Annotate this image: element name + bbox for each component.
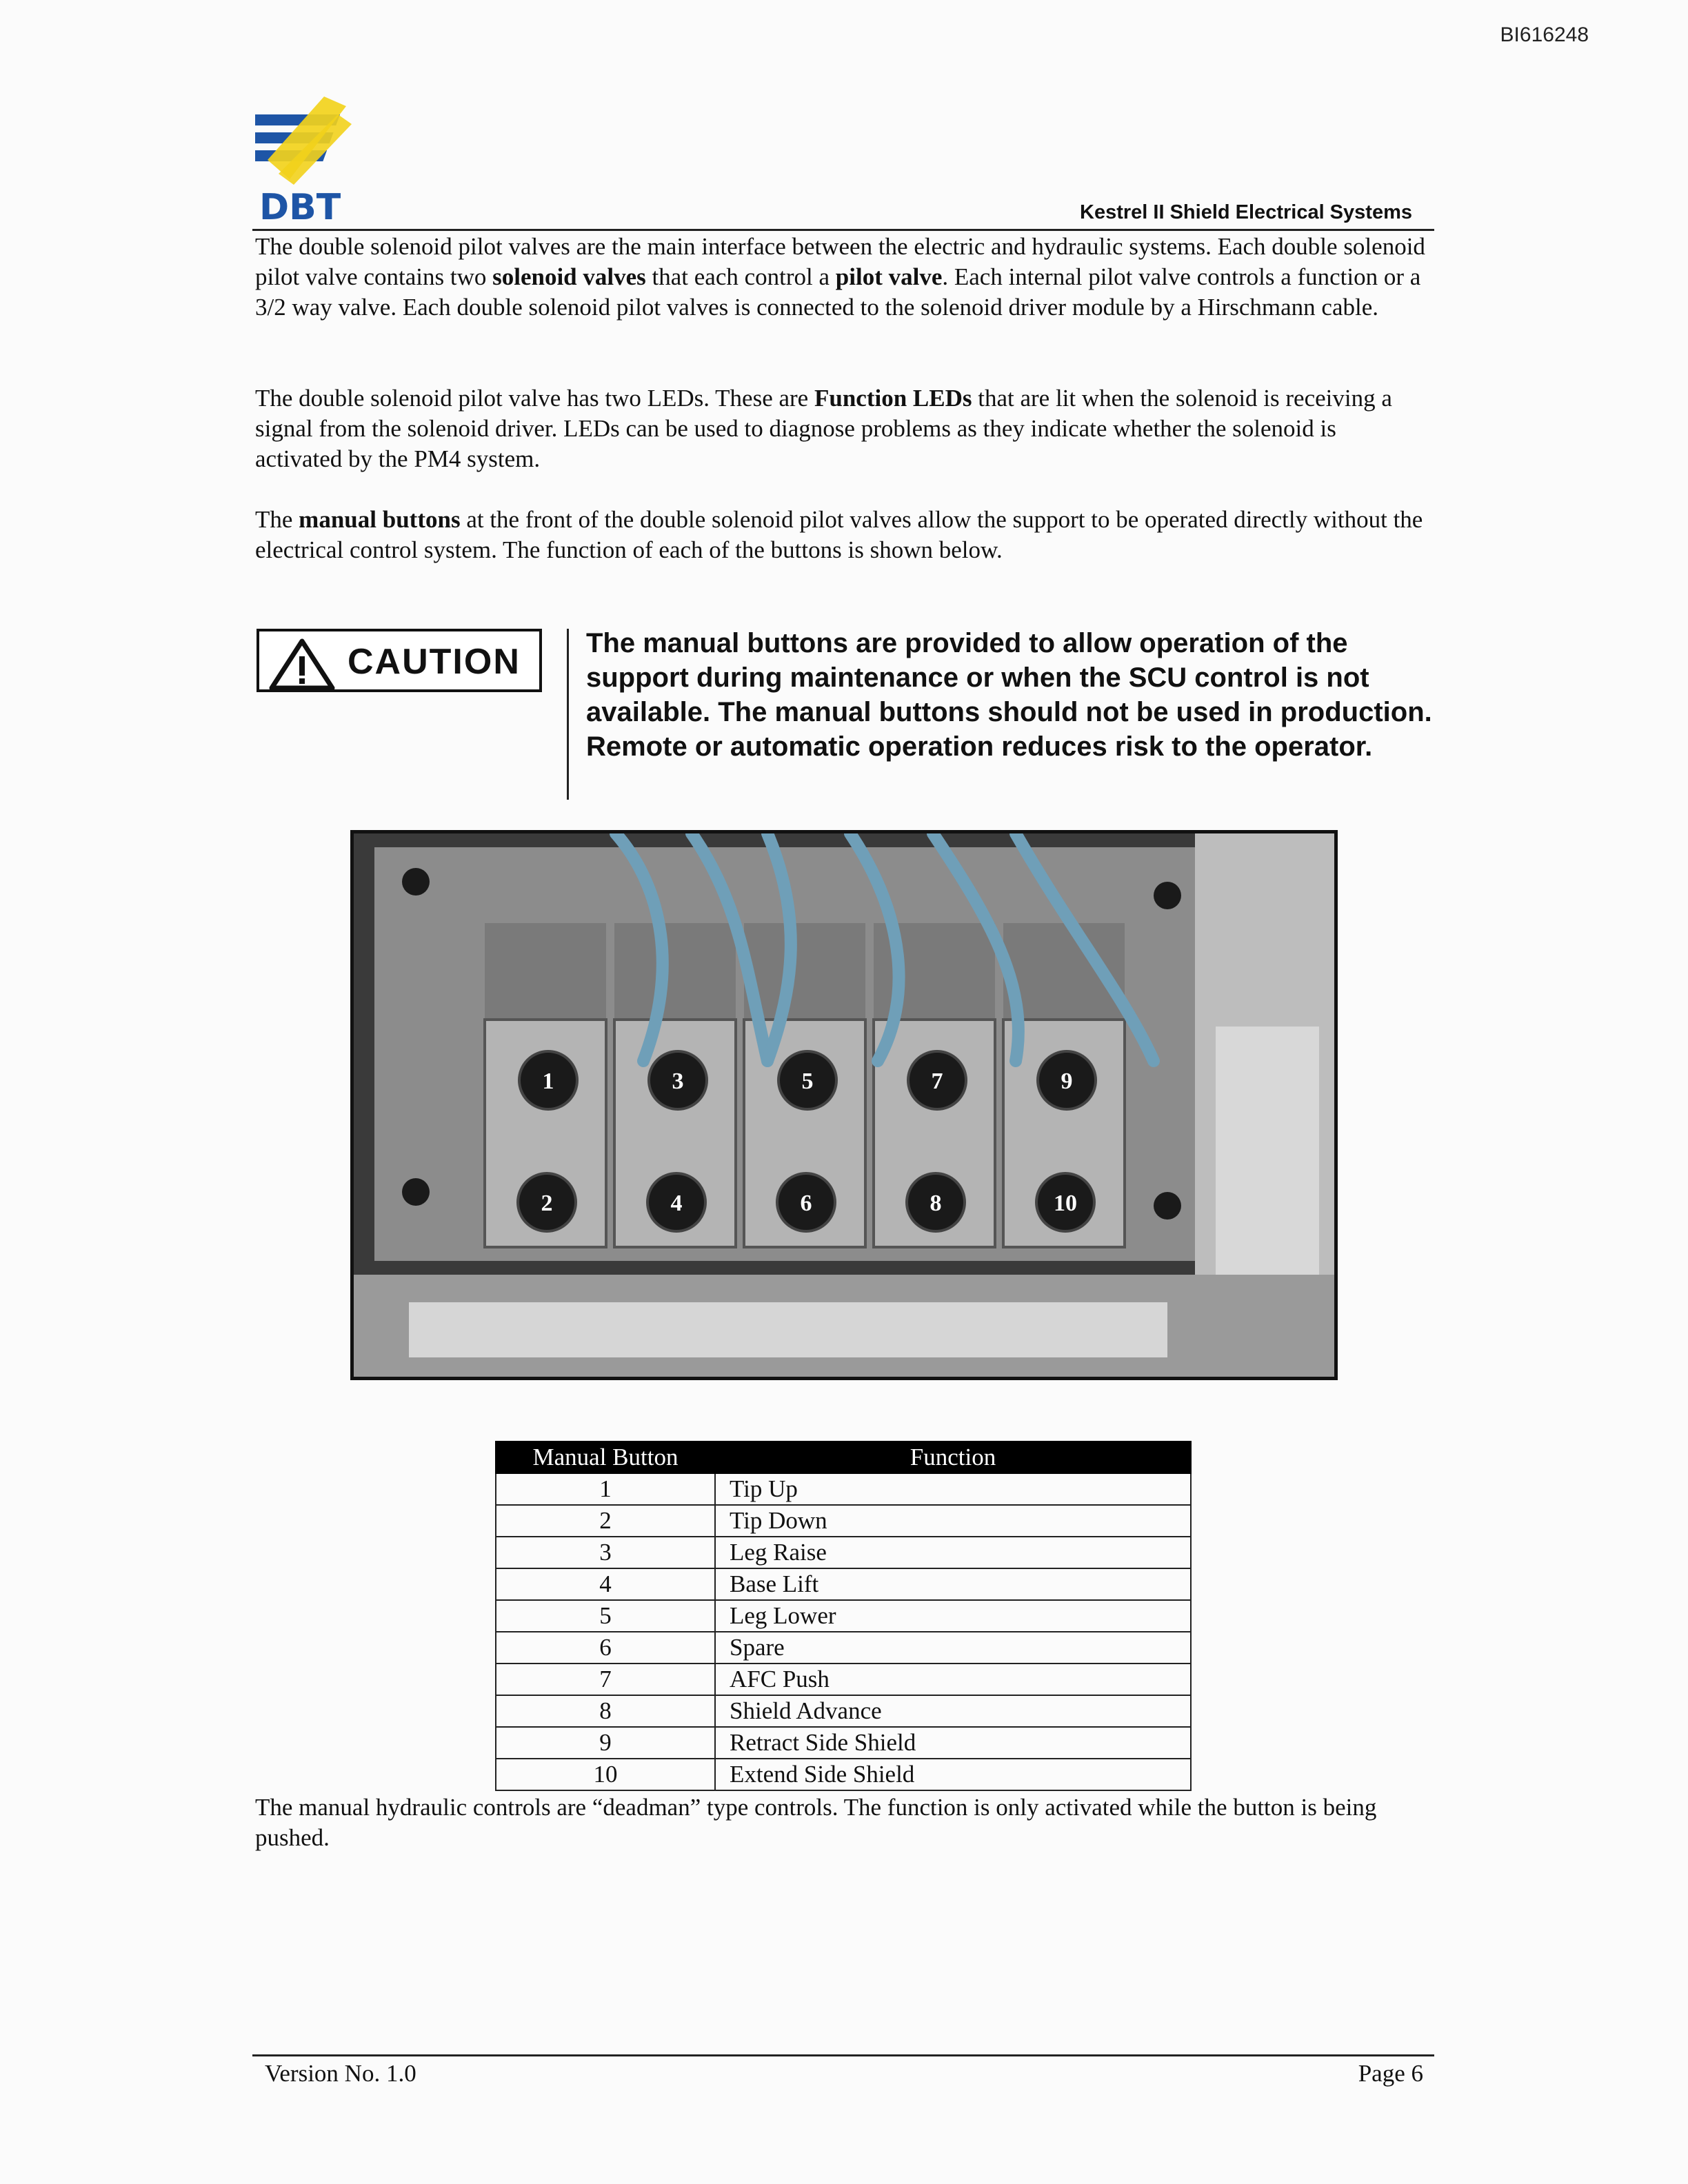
manual-button-table [495,1441,1192,1791]
caution-label: CAUTION [348,642,521,682]
manual-button-label: 5 [801,1069,814,1094]
manual-button-label: 2 [541,1191,553,1216]
caution-divider [567,629,569,800]
button-number-cell: 1 [496,1473,715,1505]
table-row [496,1664,1191,1695]
table-row [496,1568,1191,1600]
paragraph-manual-buttons: The manual buttons at the front of the double solenoid pilot valves allow the support to be operated directly without the electrical control system. The function of each of the buttons is shown below. [255,506,1423,563]
paragraph-pilot-valves: The double solenoid pilot valves are the main interface between the electric and hydraulic systems. Each double solenoid pilot valve contains two solenoid valves that each control a pilot valve. Each internal pilot valve controls a function or a 3/2 way valve. Each double solenoid pilot valves is connected to the solenoid driver module by a Hirschmann cable. [255,233,1425,321]
button-number-cell: 5 [496,1600,715,1632]
function-cell: Leg Lower [715,1600,1191,1632]
manual-button-label: 9 [1061,1069,1073,1094]
valve-housing [485,923,606,1020]
dbt-logo [255,94,359,225]
manual-button-label: 7 [931,1069,943,1094]
table-header-row [496,1442,1191,1473]
manual-button-label: 6 [800,1191,812,1216]
manual-button-label: 4 [670,1191,683,1216]
button-number-cell: 10 [496,1759,715,1790]
function-cell: Retract Side Shield [715,1727,1191,1759]
footer-rule [252,2054,1434,2056]
manual-button-label: 8 [930,1191,942,1216]
valve-housing [614,923,736,1020]
paragraph-deadman: The manual hydraulic controls are “deadman” type controls. The function is only activated while the button is being pushed. [255,1794,1377,1851]
header-title: Kestrel II Shield Electrical Systems [1080,201,1412,223]
column-header-manual-button: Manual Button [496,1442,715,1473]
button-number-cell: 6 [496,1632,715,1664]
button-number-cell: 4 [496,1568,715,1600]
document-id: BI616248 [1500,23,1589,46]
header-rule [252,229,1434,231]
warning-triangle-icon [269,638,335,691]
table-row [496,1537,1191,1568]
manual-button-label: 10 [1054,1191,1077,1216]
button-number-cell: 7 [496,1664,715,1695]
column-header-function: Function [715,1442,1191,1473]
solenoid-valve-photo [350,830,1338,1380]
table-row [496,1727,1191,1759]
function-cell: Tip Down [715,1505,1191,1537]
footer-page-number: Page 6 [1358,2060,1423,2087]
button-number-cell: 3 [496,1537,715,1568]
function-cell: AFC Push [715,1664,1191,1695]
button-number-cell: 9 [496,1727,715,1759]
paragraph-leds: The double solenoid pilot valve has two LEDs. These are Function LEDs that are lit when the solenoid is receiving a signal from the solenoid driver. LEDs can be used to diagnose problems as they indicate whether the solenoid is activated by the PM4 system. [255,385,1392,472]
button-number-cell: 8 [496,1695,715,1727]
function-cell: Shield Advance [715,1695,1191,1727]
function-cell: Extend Side Shield [715,1759,1191,1790]
table-row [496,1695,1191,1727]
function-cell: Base Lift [715,1568,1191,1600]
caution-message: The manual buttons are provided to allow operation of the support during maintenance or when the SCU control is not available. The manual buttons should not be used in production. Remote or automatic operation reduces risk to the operator. [586,628,1432,762]
function-cell: Spare [715,1632,1191,1664]
table-row [496,1473,1191,1505]
table-row [496,1759,1191,1790]
button-number-cell: 2 [496,1505,715,1537]
caution-badge [257,629,542,692]
manual-button-label: 3 [672,1069,684,1094]
table-row [496,1505,1191,1537]
valve-housing [744,923,865,1020]
function-cell: Leg Raise [715,1537,1191,1568]
svg-text:DBT: DBT [259,187,341,225]
function-cell: Tip Up [715,1473,1191,1505]
table-row [496,1600,1191,1632]
footer-version: Version No. 1.0 [265,2060,416,2087]
manual-button-label: 1 [542,1069,554,1094]
table-row [496,1632,1191,1664]
